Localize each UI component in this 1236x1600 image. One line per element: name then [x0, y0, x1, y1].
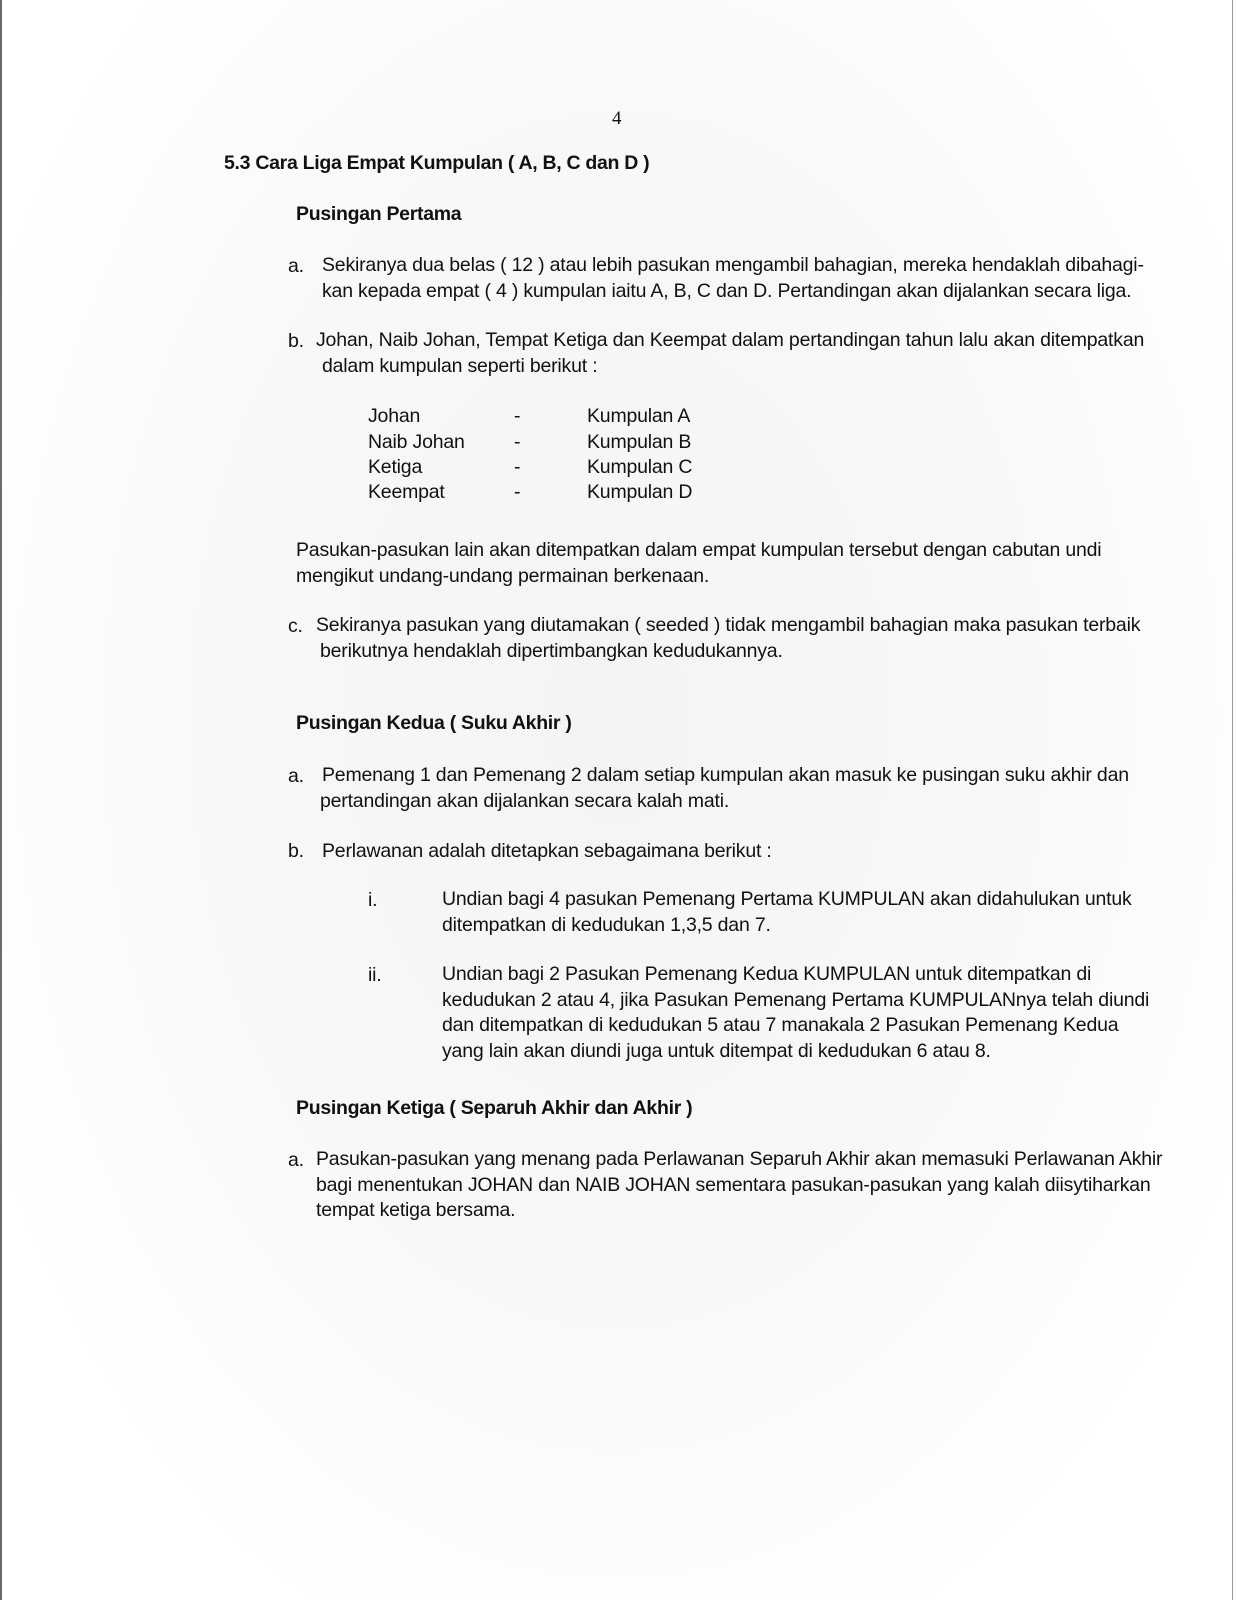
text-line: bagi menentukan JOHAN dan NAIB JOHAN sementara pasukan-pasukan yang kalah diisytiharkan: [316, 1173, 1151, 1196]
text-line: Sekiranya pasukan yang diutamakan ( seeded ) tidak mengambil bahagian maka pasukan terbaik: [316, 614, 1141, 636]
subitem-ii-text: [442, 962, 1149, 1064]
text-line: Pasukan-pasukan yang menang pada Perlawanan Separuh Akhir akan memasuki Perlawanan Akhir: [316, 1148, 1163, 1170]
section-title: 5.3 Cara Liga Empat Kumpulan ( A, B, C dan D ): [224, 152, 650, 174]
text-line: dalam kumpulan seperti berikut :: [322, 354, 598, 377]
heading-pusingan-kedua: Pusingan Kedua ( Suku Akhir ): [296, 712, 572, 734]
table-cell-position: Johan: [368, 405, 421, 427]
text-line: berikutnya hendaklah dipertimbangkan kedudukannya.: [320, 639, 783, 662]
table-cell-group: Kumpulan B: [587, 431, 692, 453]
item-b-text: [316, 328, 1144, 379]
page-right-edge: [1232, 0, 1233, 1600]
table-cell-position: Ketiga: [368, 456, 423, 478]
text-line: Johan, Naib Johan, Tempat Ketiga dan Keempat dalam pertandingan tahun lalu akan ditempatkan: [316, 329, 1145, 351]
table-cell-dash: -: [514, 481, 521, 503]
text-line: Undian bagi 2 Pasukan Pemenang Kedua KUMPULAN untuk ditempatkan di: [442, 963, 1092, 985]
item-marker-a: a.: [288, 255, 304, 277]
text-line: Sekiranya dua belas ( 12 ) atau lebih pasukan mengambil bahagian, mereka hendaklah dibahagi-: [322, 254, 1144, 276]
item-marker-a: a.: [288, 765, 304, 787]
item-a-text: [322, 763, 1129, 814]
table-cell-group: Kumpulan A: [587, 405, 691, 427]
subitem-marker-ii: ii.: [368, 964, 382, 986]
text-line: yang lain akan diundi juga untuk ditempat di kedudukan 6 atau 8.: [442, 1039, 991, 1062]
page-left-edge: [0, 0, 2, 1600]
heading-pusingan-ketiga: Pusingan Ketiga ( Separuh Akhir dan Akhir ): [296, 1097, 693, 1119]
text-line: dan ditempatkan di kedudukan 5 atau 7 manakala 2 Pasukan Pemenang Kedua: [442, 1014, 1119, 1036]
text-line: kan kepada empat ( 4 ) kumpulan iaitu A, B, C dan D. Pertandingan akan dijalankan secara liga.: [322, 279, 1132, 302]
text-line: Pemenang 1 dan Pemenang 2 dalam setiap kumpulan akan masuk ke pusingan suku akhir dan: [322, 764, 1129, 786]
item-marker-b: b.: [288, 840, 304, 862]
table-cell-group: Kumpulan D: [587, 481, 693, 503]
table-cell-dash: -: [514, 456, 521, 478]
item-marker-c: c.: [288, 615, 303, 637]
text-line: Pasukan-pasukan lain akan ditempatkan dalam empat kumpulan tersebut dengan cabutan undi: [296, 539, 1102, 561]
text-line: Undian bagi 4 pasukan Pemenang Pertama KUMPULAN akan didahulukan untuk: [442, 888, 1132, 910]
item-marker-a: a.: [288, 1149, 304, 1171]
item-a-text: [322, 253, 1144, 304]
item-marker-b: b.: [288, 330, 304, 352]
item-a-text: [316, 1147, 1162, 1224]
text-line: tempat ketiga bersama.: [316, 1199, 516, 1221]
table-cell-group: Kumpulan C: [587, 456, 693, 478]
table-cell-dash: -: [514, 431, 521, 453]
text-line: kedudukan 2 atau 4, jika Pasukan Pemenang Pertama KUMPULANnya telah diundi: [442, 988, 1150, 1011]
table-cell-dash: -: [514, 405, 521, 427]
item-b-text: Perlawanan adalah ditetapkan sebagaimana berikut :: [322, 840, 772, 862]
subitem-marker-i: i.: [368, 889, 378, 911]
table-cell-position: Naib Johan: [368, 431, 465, 453]
paragraph-other-teams: [296, 538, 1101, 589]
text-line: pertandingan akan dijalankan secara kalah mati.: [320, 789, 730, 812]
page-number: 4: [612, 108, 622, 129]
heading-pusingan-pertama: Pusingan Pertama: [296, 203, 462, 225]
text-line: mengikut undang-undang permainan berkenaan.: [296, 564, 710, 587]
text-line: ditempatkan di kedudukan 1,3,5 dan 7.: [442, 913, 771, 936]
table-cell-position: Keempat: [368, 481, 445, 503]
subitem-i-text: [442, 887, 1132, 938]
item-c-text: [316, 613, 1140, 664]
